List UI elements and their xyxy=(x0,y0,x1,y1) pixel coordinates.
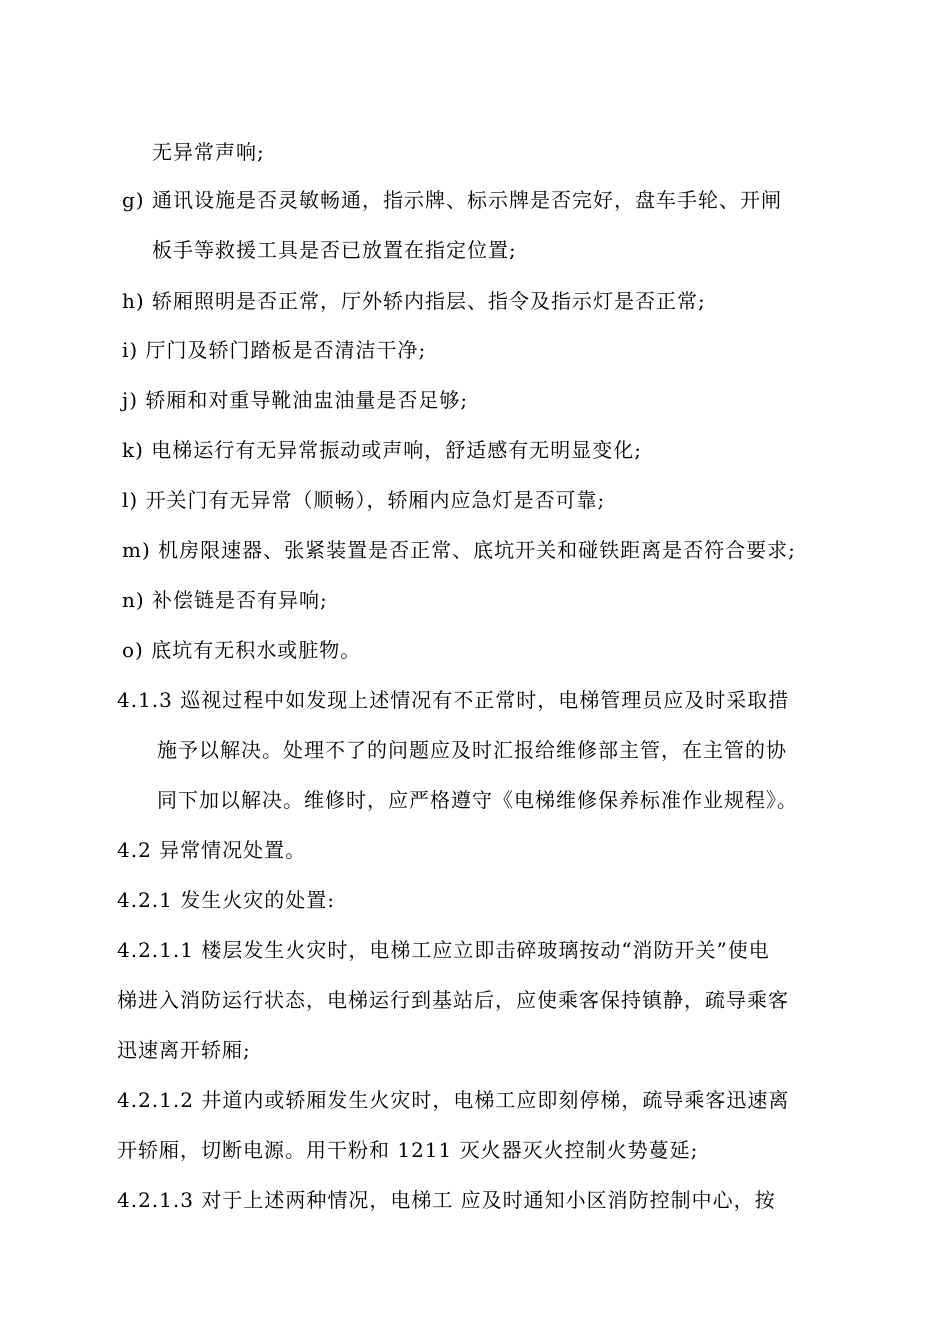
section-4-2-heading: 4.2 异常情况处置。 xyxy=(117,838,307,862)
list-item-i: i) 厅门及轿门踏板是否清洁干净; xyxy=(122,338,427,362)
list-item-n: n) 补偿链是否有异响; xyxy=(122,588,328,612)
text-line: 梯进入消防运行状态，电梯运行到基站后，应使乘客保持镇静，疏导乘客 xyxy=(117,988,789,1012)
section-4-2-1-2: 4.2.1.2 井道内或轿厢发生火灾时，电梯工应即刻停梯，疏导乘客迅速离 xyxy=(117,1088,790,1112)
text-line: 迅速离开轿厢; xyxy=(117,1038,251,1062)
text-line: 同下加以解决。维修时，应严格遵守《电梯维修保养标准作业规程》。 xyxy=(157,788,798,812)
text-line: 施予以解决。处理不了的问题应及时汇报给维修部主管，在主管的协 xyxy=(157,738,787,762)
text-line: 开轿厢，切断电源。用干粉和 1211 灭火器灭火控制火势蔓延; xyxy=(117,1138,699,1162)
section-4-2-1-1: 4.2.1.1 楼层发生火灾时，电梯工应立即击碎玻璃按动“消防开关”使电 xyxy=(117,938,770,962)
list-item-j: j) 轿厢和对重导靴油盅油量是否足够; xyxy=(122,388,469,412)
text-line: 板手等救援工具是否已放置在指定位置; xyxy=(152,238,517,262)
list-item-m: m) 机房限速器、张紧装置是否正常、底坑开关和碰铁距离是否符合要求; xyxy=(122,538,796,562)
list-item-g: g) 通讯设施是否灵敏畅通，指示牌、标示牌是否完好，盘车手轮、开闸 xyxy=(122,188,782,212)
list-item-o: o) 底坑有无积水或脏物。 xyxy=(122,638,362,662)
section-4-2-1-heading: 4.2.1 发生火灾的处置: xyxy=(117,888,335,912)
list-item-k: k) 电梯运行有无异常振动或声响，舒适感有无明显变化; xyxy=(122,438,643,462)
section-4-1-3: 4.1.3 巡视过程中如发现上述情况有不正常时，电梯管理员应及时采取措 xyxy=(117,688,790,712)
list-item-h: h) 轿厢照明是否正常，厅外轿内指层、指令及指示灯是否正常; xyxy=(122,289,706,313)
section-4-2-1-3: 4.2.1.3 对于上述两种情况，电梯工 应及时通知小区消防控制中心，按 xyxy=(117,1188,776,1212)
text-line: 无异常声响; xyxy=(152,140,265,164)
list-item-l: l) 开关门有无异常（顺畅），轿厢内应急灯是否可靠; xyxy=(122,488,606,512)
